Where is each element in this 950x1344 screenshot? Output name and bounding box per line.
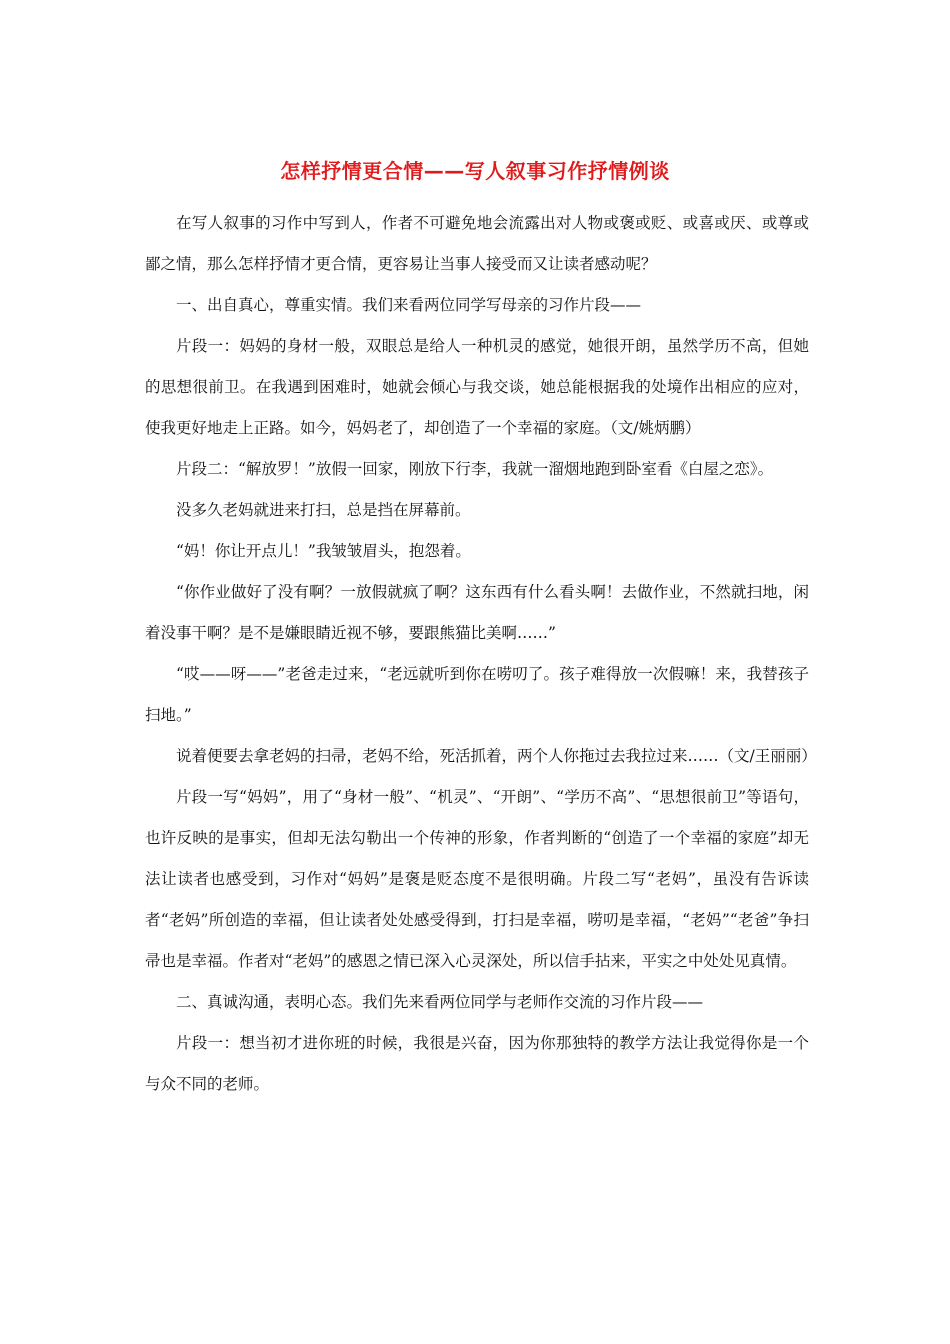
paragraph-dialogue: “你作业做好了没有啊？一放假就疯了啊？这东西有什么看头啊！去做作业，不然就扫地，闲着没事干啊？是不是嫌眼睛近视不够，要跟熊猫比美啊……” (145, 583, 809, 642)
paragraph: 没多久老妈就进来打扫，总是挡在屏幕前。 (176, 501, 471, 519)
paragraph-dialogue: “妈！你让开点儿！”我皱皱眉头，抱怨着。 (176, 542, 471, 560)
document-title: 怎样抒情更合情——写人叙事习作抒情例谈 (280, 159, 670, 184)
paragraph-analysis: 片段一写“妈妈”，用了“身材一般”、“机灵”、“开朗”、“学历不高”、“思想很前卫”等语句，也许反映的是事实，但却无法勾勒出一个传神的形象，作者判断的“创造了一个幸福的家庭”却无法让读者也感受到，习作对“妈妈”是褒是贬态度不是很明确。片段二写“老妈”，虽没有告诉读者“老妈”所创造的幸福，但让读者处处感受得到，打扫是幸福，唠叨是幸福，“老妈”“老爸”争扫帚也是幸福。作者对“老妈”的感恩之情已深入心灵深处，所以信手拈来，平实之中处处见真情。 (145, 788, 809, 970)
paragraph: 说着便要去拿老妈的扫帚，老妈不给，死活抓着，两个人你拖过去我拉过来……（文/王丽丽） (176, 747, 817, 765)
paragraph-excerpt-3: 片段一：想当初才进你班的时候，我很是兴奋，因为你那独特的教学方法让我觉得你是一个与众不同的老师。 (145, 1034, 809, 1093)
section-heading-1: 一、出自真心，尊重实情。我们来看两位同学写母亲的习作片段—— (176, 296, 642, 314)
paragraph-dialogue: “哎——呀——”老爸走过来，“老远就听到你在唠叨了。孩子难得放一次假嘛！来，我替孩子扫地。” (145, 665, 809, 724)
document-body (145, 203, 817, 1105)
paragraph-intro: 在写人叙事的习作中写到人，作者不可避免地会流露出对人物或褒或贬、或喜或厌、或尊或鄙之情，那么怎样抒情才更合情，更容易让当事人接受而又让读者感动呢？ (145, 214, 809, 273)
paragraph-excerpt-1: 片段一：妈妈的身材一般，双眼总是给人一种机灵的感觉，她很开朗，虽然学历不高，但她的思想很前卫。在我遇到困难时，她就会倾心与我交谈，她总能根据我的处境作出相应的应对，使我更好地走上正路。如今，妈妈老了，却创造了一个幸福的家庭。（文/姚炳鹏） (145, 337, 809, 437)
paragraph-excerpt-2: 片段二：“解放罗！”放假一回家，刚放下行李，我就一溜烟地跑到卧室看《白屋之恋》。 (176, 460, 774, 478)
section-heading-2: 二、真诚沟通，表明心态。我们先来看两位同学与老师作交流的习作片段—— (176, 993, 704, 1011)
